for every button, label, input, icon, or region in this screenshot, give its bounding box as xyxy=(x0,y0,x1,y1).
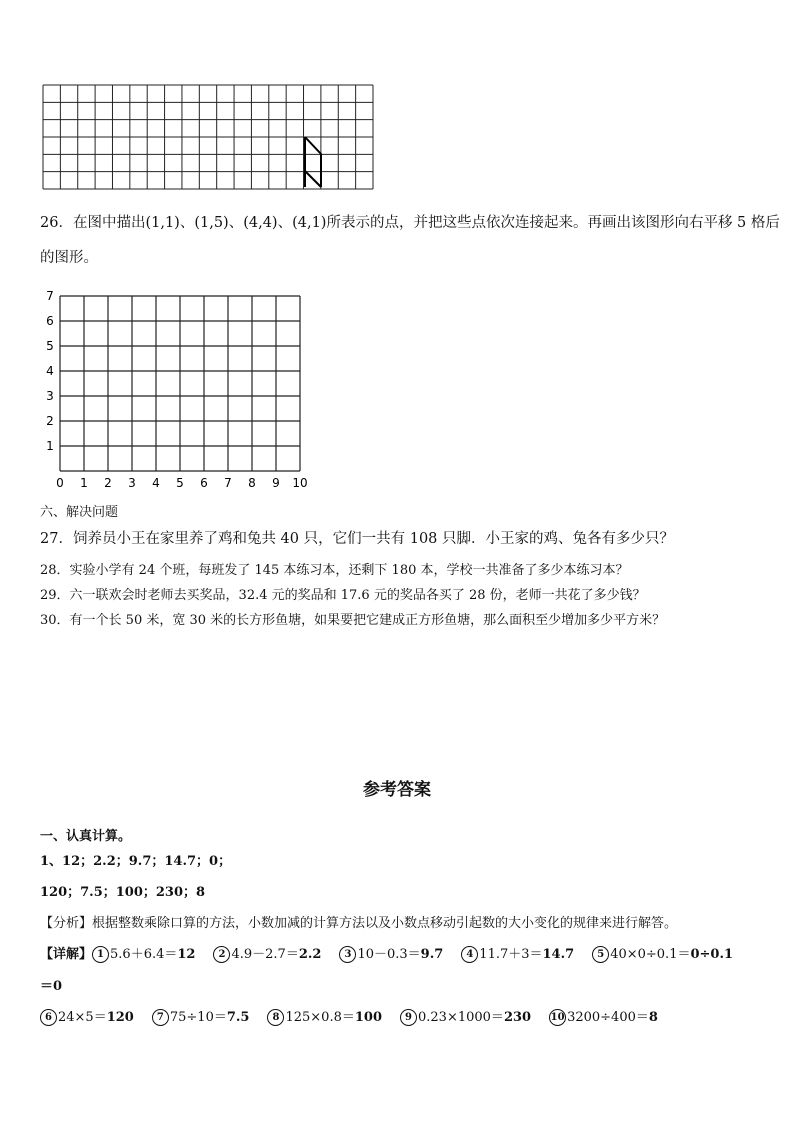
x-tick-label: 3 xyxy=(128,476,136,490)
detail-row-1 xyxy=(40,946,751,964)
detail-equation xyxy=(339,946,443,964)
point-4: (4,1) xyxy=(292,215,327,231)
circled-number: 8 xyxy=(267,1009,284,1026)
equation-value: 120 xyxy=(106,1010,134,1025)
circled-number: 2 xyxy=(213,946,230,963)
question-29: 29．六一联欢会时老师去买奖品，32.4 元的奖品和 17.6 元的奖品各买了 28 份，老师一共花了多少钱？ xyxy=(40,588,646,603)
y-tick-label: 3 xyxy=(46,389,54,403)
circled-number: 4 xyxy=(461,946,478,963)
circled-number: 5 xyxy=(592,946,609,963)
coordinate-grid xyxy=(40,290,315,495)
equation-value: 100 xyxy=(354,1010,382,1025)
equation-value: 7.5 xyxy=(226,1010,250,1025)
question-30: 30．有一个长 50 米，宽 30 米的长方形鱼塘，如果要把它建成正方形鱼塘，那么面积至少增加多少平方米？ xyxy=(40,613,666,628)
y-tick-label: 1 xyxy=(46,439,54,453)
y-tick-label: 6 xyxy=(46,314,54,328)
answers-section-1: 一、认真计算。 xyxy=(40,829,132,844)
y-tick-label: 7 xyxy=(46,290,54,303)
point-2: (1,5) xyxy=(194,215,229,231)
analysis-text: 【分析】根据整数乘除口算的方法，小数加减的计算方法以及小数点移动引起数的大小变化的规律来进行解答。 xyxy=(40,916,678,931)
equation-value: 0÷0.1 xyxy=(690,947,734,962)
detail-label: 【详解】 xyxy=(40,947,93,962)
y-tick-label: 4 xyxy=(46,364,54,378)
section-6-heading: 六、解决问题 xyxy=(40,505,119,520)
circled-number: 1 xyxy=(92,946,109,963)
detail-equation xyxy=(400,1009,531,1027)
equation-expression: 125×0.8＝ xyxy=(285,1010,355,1025)
equation-value: 2.2 xyxy=(298,947,322,962)
detail-equation xyxy=(592,946,733,964)
detail-equation xyxy=(213,946,321,964)
equation-value: 14.7 xyxy=(542,947,575,962)
detail-equation xyxy=(461,946,574,964)
detail-equation xyxy=(40,1009,134,1027)
point-1: (1,1) xyxy=(145,215,180,231)
circled-number: 9 xyxy=(400,1009,417,1026)
x-tick-label: 7 xyxy=(224,476,232,490)
equation-value: 8 xyxy=(648,1010,658,1025)
equation-expression: 10－0.3＝ xyxy=(357,947,421,962)
circled-number: 7 xyxy=(152,1009,169,1026)
detail-equation xyxy=(152,1009,250,1027)
equation-value: 230 xyxy=(503,1010,532,1025)
x-tick-label: 6 xyxy=(200,476,208,490)
equation-expression: 5.6＋6.4＝ xyxy=(110,947,178,962)
x-tick-label: 5 xyxy=(176,476,184,490)
equation-value: 9.7 xyxy=(420,947,444,962)
parallelogram-shape xyxy=(305,137,321,187)
equation-expression: 24×5＝ xyxy=(58,1010,107,1025)
answers-line-1: 1、12；2.2；9.7；14.7；0； xyxy=(40,854,232,869)
question-26-line1: 26．在图中描出(1,1)、(1,5)、(4,4)、(4,1)所表示的点，并把这些点依次连接起来。再画出该图形向右平移 5 格后 xyxy=(40,215,780,231)
x-tick-label: 2 xyxy=(104,476,112,490)
top-grid-figure xyxy=(42,84,374,190)
detail-equation xyxy=(549,1009,658,1027)
x-tick-label: 0 xyxy=(56,476,64,490)
equation-expression: 11.7＋3＝ xyxy=(479,947,543,962)
circled-number: 10 xyxy=(549,1009,566,1026)
point-3: (4,4) xyxy=(243,215,278,231)
circled-number: 6 xyxy=(40,1009,57,1026)
equation-expression: 40×0÷0.1＝ xyxy=(610,947,691,962)
y-tick-label: 5 xyxy=(46,339,54,353)
x-tick-label: 4 xyxy=(152,476,160,490)
y-tick-label: 2 xyxy=(46,414,54,428)
circled-number: 3 xyxy=(339,946,356,963)
answers-title: 参考答案 xyxy=(363,780,431,800)
detail-equation xyxy=(92,946,195,964)
question-28: 28．实验小学有 24 个班，每班发了 145 本练习本，还剩下 180 本，学校一共准备了多少本练习本？ xyxy=(40,563,629,578)
question-27: 27．饲养员小王在家里养了鸡和兔共 40 只，它们一共有 108 只脚．小王家的鸡、兔各有多少只？ xyxy=(40,531,675,547)
x-tick-label: 9 xyxy=(272,476,280,490)
equation-expression: 4.9－2.7＝ xyxy=(231,947,299,962)
equation-expression: 3200÷400＝ xyxy=(567,1010,649,1025)
question-26-line2: 的图形。 xyxy=(40,250,98,266)
x-tick-label: 1 xyxy=(80,476,88,490)
x-tick-label: 10 xyxy=(292,476,308,490)
detail-row-2 xyxy=(40,1009,676,1027)
detail-continuation: ＝0 xyxy=(40,979,63,994)
answers-line-2: 120；7.5；100；230；8 xyxy=(40,885,206,900)
equation-expression: 75÷10＝ xyxy=(169,1010,227,1025)
x-tick-label: 8 xyxy=(248,476,256,490)
detail-equation xyxy=(267,1009,382,1027)
equation-expression: 0.23×1000＝ xyxy=(418,1010,504,1025)
equation-value: 12 xyxy=(177,947,196,962)
